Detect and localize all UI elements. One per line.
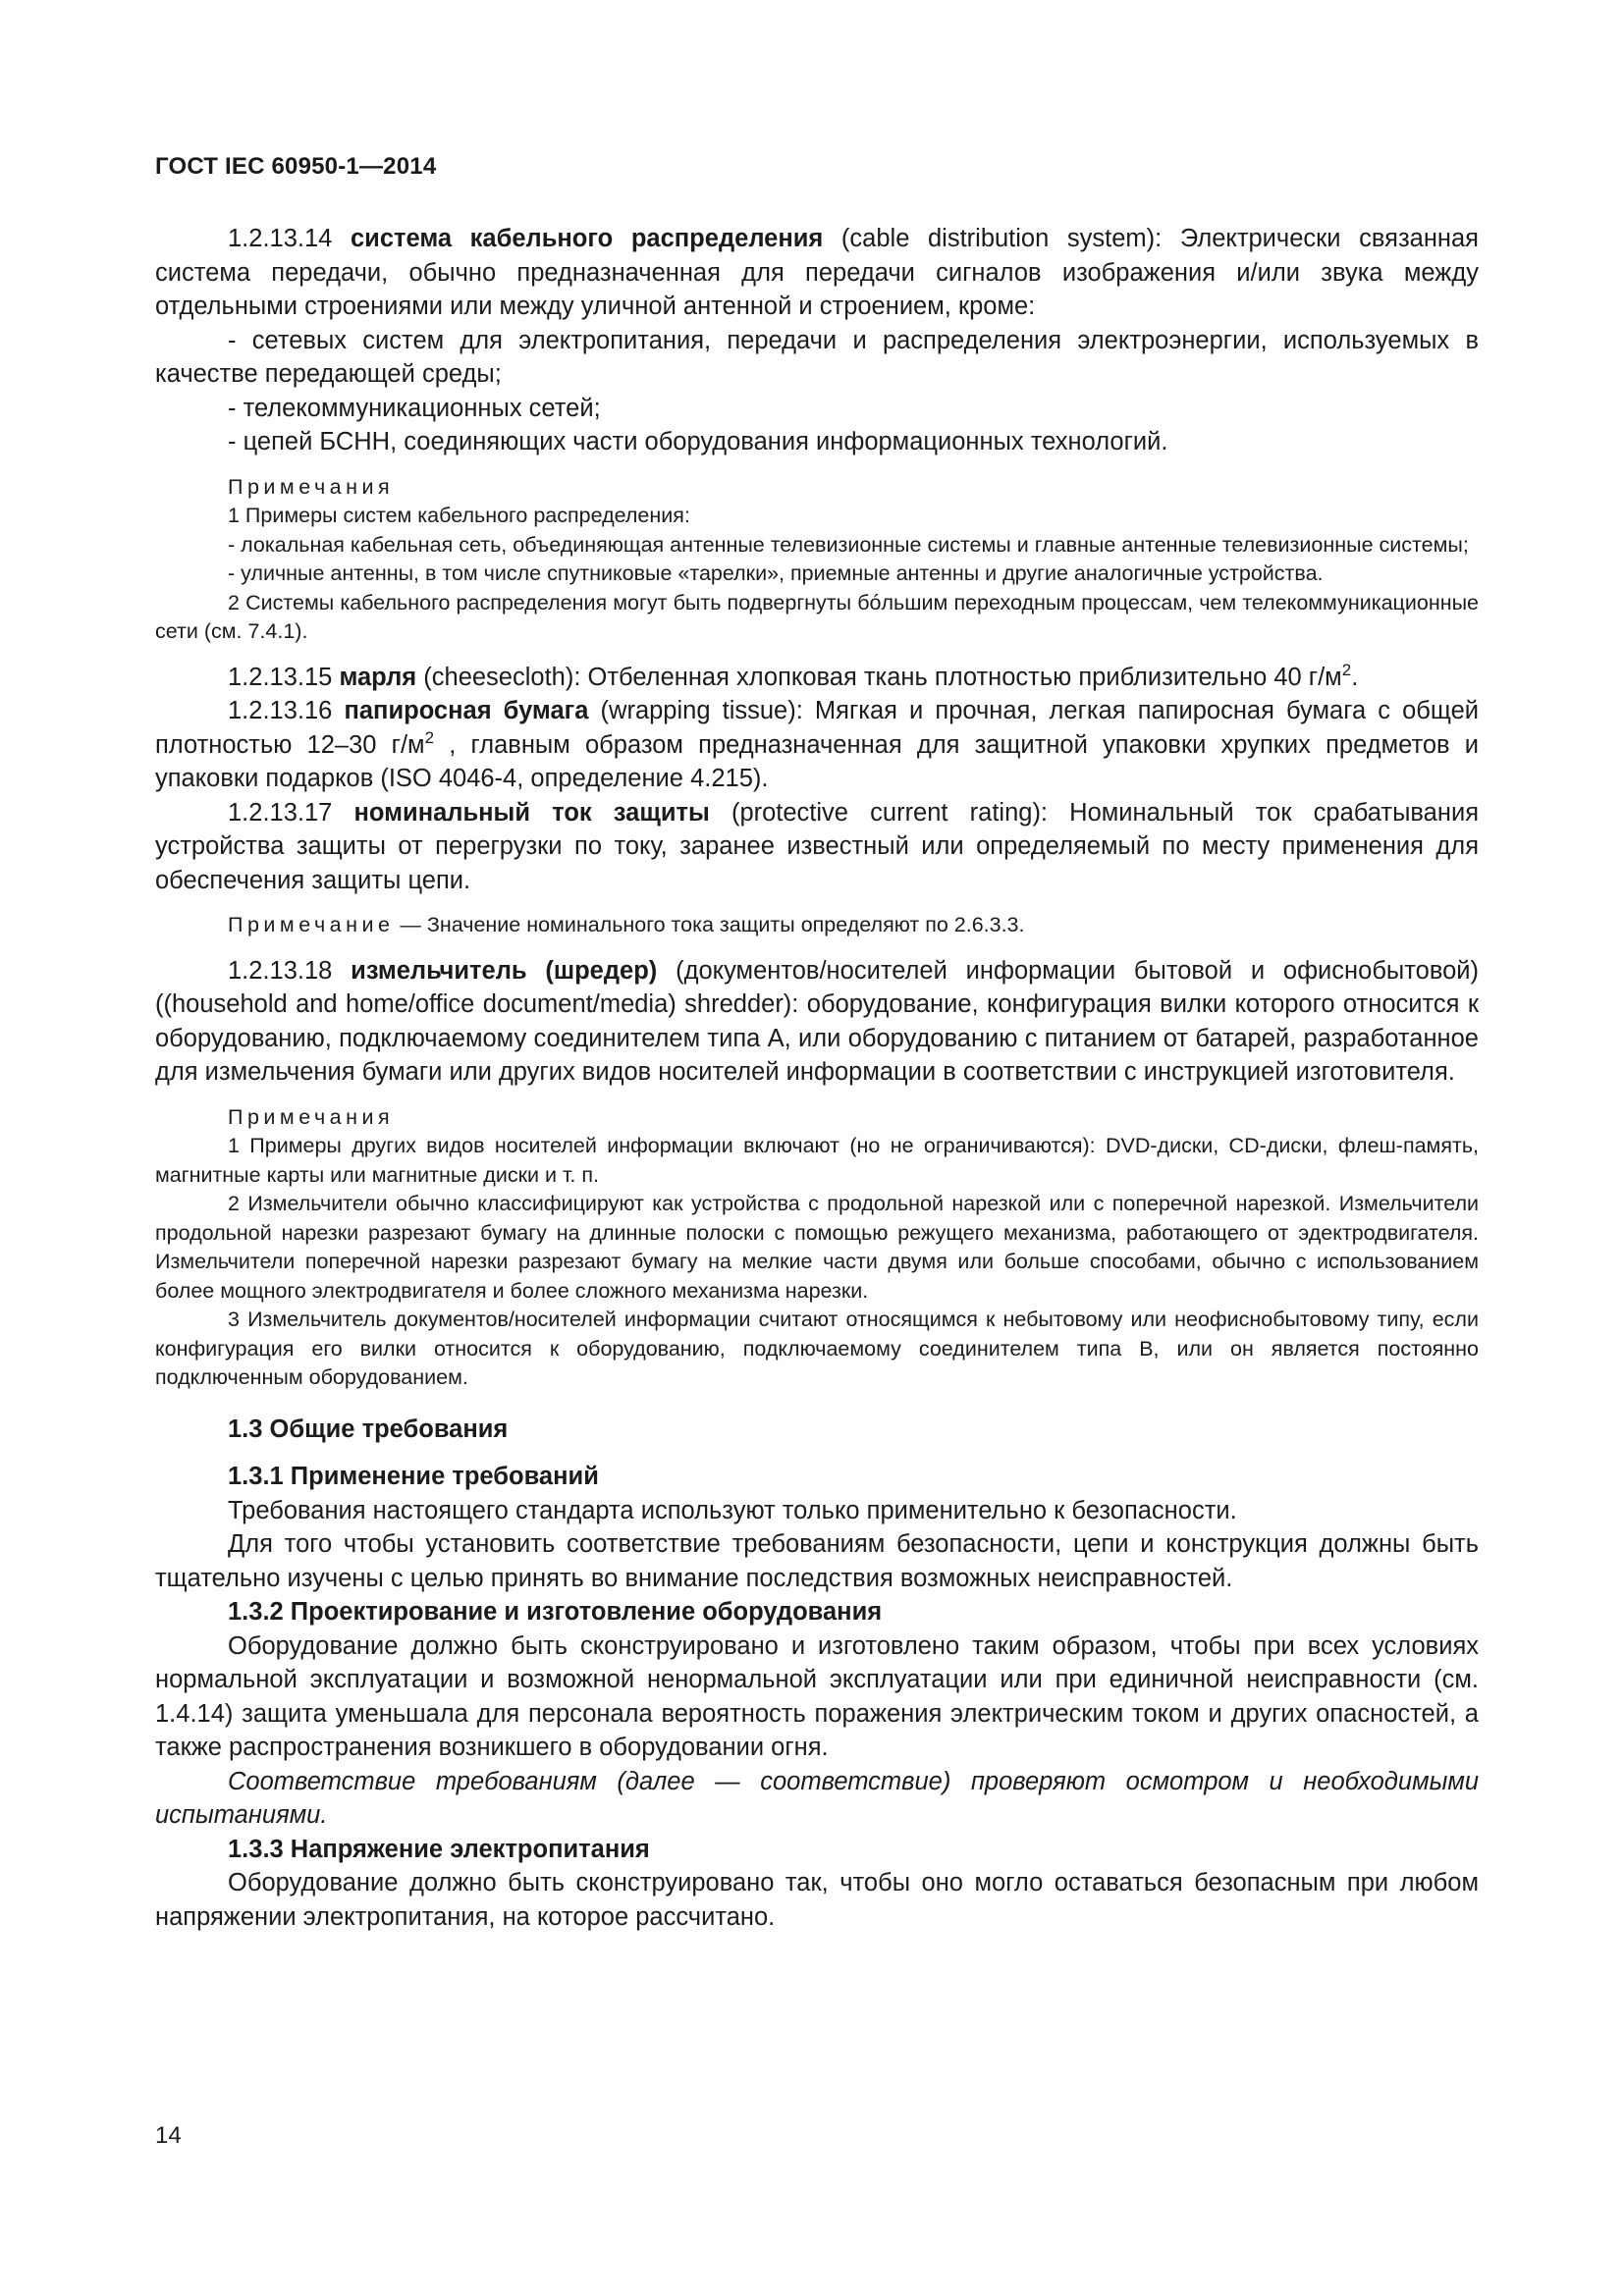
list-item: - сетевых систем для электропитания, передачи и распределения электроэнергии, используемых в качестве передающей среды;	[155, 326, 1479, 388]
definition: (cable distribution system): Электрически связанная система передачи, обычно предназначенная для передачи сигналов изображения и/или звука между отдельными строениями или между уличной антенной и строением, кроме:	[155, 225, 1479, 320]
section-heading-1-3-1: 1.3.1 Применение требований	[228, 1463, 599, 1490]
note-1: 1 Примеры систем кабельного распределения:	[228, 504, 690, 527]
term: папиросная бумага	[344, 697, 589, 724]
paragraph: Требования настоящего стандарта используют только применительно к безопасности.	[228, 1496, 1237, 1524]
note-list-item: - уличные антенны, в том числе спутниковые «тарелки», приемные антенны и другие аналогичные устройства.	[228, 561, 1324, 585]
paragraph: Оборудование должно быть сконструировано так, чтобы оно могло оставаться безопасным при любом напряжении электропитания, на которое рассчитано.	[155, 1869, 1479, 1931]
note-1: 1 Примеры других видов носителей информации включают (но не ограничиваются): DVD-диски, CD-диски, флеш-память, магнитные карты или магнитные диски и т. п.	[155, 1134, 1479, 1187]
clause-1-2-13-14	[155, 222, 1479, 324]
clause-number: 1.2.13.15	[228, 663, 333, 691]
list-item: - цепей БСНН, соединяющих части оборудования информационных технологий.	[228, 428, 1168, 455]
definition: (cheesecloth): Отбеленная хлопковая ткань плотностью приблизительно 40 г/м	[416, 663, 1342, 691]
definition-end: .	[1351, 663, 1359, 691]
clause-1-2-13-17	[155, 796, 1479, 898]
note-3: 3 Измельчитель документов/носителей информации считают относящимся к небытовому или неофиснобытовому типу, если конфигурация его вилки относится к оборудованию, подключаемому соединителем типа В, или он является постоянно подключенным оборудованием.	[155, 1308, 1479, 1389]
superscript: 2	[1341, 660, 1352, 679]
definition-end: , главным образом предназначенная для защитной упаковки хрупких предметов и упаковки подарков (ISO 4046-4, определение 4.215).	[155, 730, 1479, 792]
document-body	[155, 222, 1479, 1934]
note-text: — Значение номинального тока защиты определяют по 2.6.3.3.	[394, 913, 1025, 936]
term: номинальный ток защиты	[353, 798, 710, 827]
clause-number: 1.2.13.14	[228, 225, 333, 252]
compliance-paragraph: Соответствие требованиям (далее — соответствие) проверяют осмотром и необходимыми испытаниями.	[155, 1767, 1479, 1829]
superscript: 2	[424, 727, 435, 747]
note-label: Примечание	[228, 913, 395, 936]
note-2: 2 Системы кабельного распределения могут быть подвергнуты бóльшим переходным процессам, чем телекоммуникационные сети (см. 7.4.1).	[155, 590, 1479, 643]
note-2: 2 Измельчители обычно классифицируют как устройства с продольной нарезкой или с поперечной нарезкой. Измельчители продольной нарезки разрезают бумагу на длинные полоски с помощью режущего механизма, работающего от эдектродвигателя. Измельчители поперечной нарезки разрезают бумагу на мелкие части двумя или больше способами, обычно с использованием более мощного электродвигателя и более сложного механизма нарезки.	[155, 1192, 1479, 1303]
definition: (protective current rating): Номинальный ток срабатывания устройства защиты от перегрузки по току, заранее известный или определяемый по месту применения для обеспечения защиты цепи.	[155, 798, 1480, 894]
note-list-item: - локальная кабельная сеть, объединяющая антенные телевизионные системы и главные антенные телевизионные системы;	[228, 532, 1469, 557]
note-single	[155, 911, 1479, 940]
clause-number: 1.2.13.18	[228, 956, 333, 985]
section-heading-1-3-3: 1.3.3 Напряжение электропитания	[228, 1835, 650, 1863]
page-number: 14	[155, 2122, 182, 2149]
clause-1-2-13-15	[155, 661, 1479, 695]
clause-1-2-13-18	[155, 954, 1479, 1090]
section-heading-1-3-2: 1.3.2 Проектирование и изготовление оборудования	[228, 1598, 883, 1626]
clause-number: 1.2.13.17	[228, 798, 333, 827]
paragraph: Оборудование должно быть сконструировано и изготовлено таким образом, чтобы при всех условиях нормальной эксплуатации и возможной ненормальной эксплуатации или при единичной неисправности (см. 1.4.14) защита уменьшала для персонала вероятность поражения электрическим током и других опасностей, а также распространения возникшего в оборудовании огня.	[155, 1631, 1479, 1761]
notes-heading: Примечания	[228, 474, 395, 499]
list-item: - телекоммуникационных сетей;	[228, 394, 601, 422]
term: марля	[339, 663, 417, 691]
term: измельчитель (шредер)	[351, 956, 658, 985]
paragraph: Для того чтобы установить соответствие требованиям безопасности, цепи и конструкция должны быть тщательно изучены с целью принять во внимание последствия возможных неисправностей.	[155, 1530, 1479, 1592]
definition: (документов/носителей информации бытовой и офиснобытовой) ((household and home/office document/media) shredder): оборудование, конфигурация вилки которого относится к оборудованию, подключаемому соединителем типа А, или оборудованию с питанием от батарей, разработанное для измельчения бумаги или других видов носителей информации в соответствии с инструкцией изготовителя.	[155, 956, 1480, 1086]
definition: (wrapping tissue): Мягкая и прочная, легкая папиросная бумага с общей плотностью 12–30 г/м	[155, 697, 1479, 759]
section-heading-1-3: 1.3 Общие требования	[228, 1415, 509, 1443]
clause-1-2-13-16	[155, 694, 1479, 796]
clause-number: 1.2.13.16	[228, 697, 333, 724]
document-header: ГОСТ IEC 60950-1—2014	[155, 153, 437, 180]
term: система кабельного распределения	[350, 225, 824, 252]
notes-heading: Примечания	[228, 1104, 395, 1129]
